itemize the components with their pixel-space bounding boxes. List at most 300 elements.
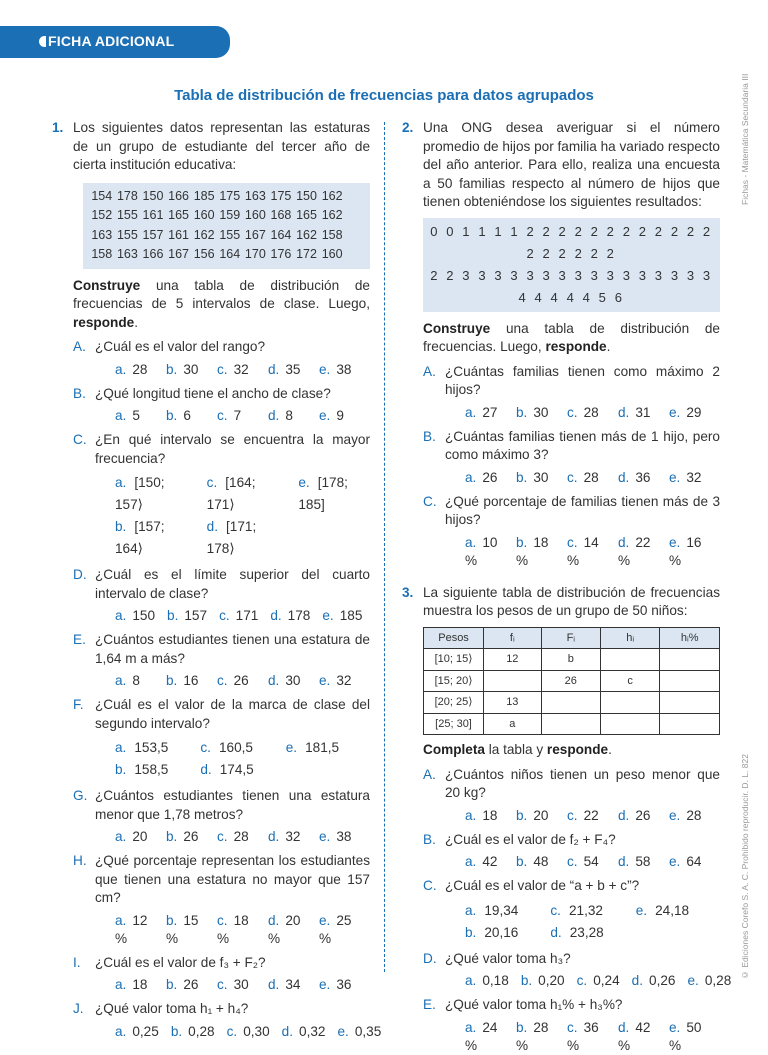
section-banner: [0, 26, 230, 58]
side-caption-bottom: © Ediciones Corefo S. A. C. Prohibido reproducir. D. L. 822: [740, 754, 750, 980]
answer-options: [115, 407, 370, 425]
option-letter: e.: [319, 673, 331, 688]
side-caption-top: Fichas - Matemática Secundaria III: [740, 73, 750, 205]
option-letter: c.: [567, 854, 578, 869]
option-value: 32: [285, 829, 301, 844]
answer-option[interactable]: [669, 404, 708, 422]
option-value: 30: [533, 469, 549, 485]
answer-option[interactable]: [516, 534, 555, 570]
option-letter: b.: [170, 1023, 183, 1039]
column-header: fᵢ: [484, 627, 542, 649]
option-value: 29: [686, 404, 702, 420]
answer-options: [115, 828, 370, 846]
answer-option[interactable]: [166, 976, 205, 994]
answer-option[interactable]: [268, 912, 307, 948]
answer-options: [115, 672, 370, 690]
option-letter: d.: [618, 469, 630, 485]
option-value: 18 %: [516, 534, 549, 568]
option-value: 64: [686, 854, 702, 869]
option-letter: c.: [200, 740, 211, 755]
option-letter: c.: [550, 902, 561, 918]
table-cell: [660, 692, 720, 714]
option-letter: e.: [319, 361, 331, 377]
option-value: 0,20: [538, 973, 565, 988]
data-cell: 178: [116, 188, 138, 203]
data-cell: 155: [116, 208, 138, 222]
column-header: hᵢ%: [660, 627, 720, 649]
option-letter: b.: [516, 534, 528, 550]
option-value: 0,24: [593, 973, 620, 988]
answer-option[interactable]: [618, 469, 657, 487]
answer-option[interactable]: [465, 900, 518, 922]
answer-option[interactable]: [618, 404, 657, 422]
answer-option[interactable]: [516, 404, 555, 422]
option-letter: a.: [115, 475, 127, 490]
option-letter: d.: [268, 829, 280, 844]
option-value: 24,18: [655, 902, 690, 918]
option-letter: b.: [166, 673, 178, 688]
answer-option[interactable]: [669, 853, 708, 871]
question: [423, 831, 720, 872]
option-value: 7: [233, 408, 242, 423]
table-cell: 26: [541, 670, 600, 692]
answer-option[interactable]: [200, 759, 253, 781]
answer-option[interactable]: [669, 807, 708, 825]
option-value: [171; 178⟩: [206, 519, 257, 556]
question: [73, 852, 370, 948]
option-letter: a.: [115, 977, 127, 992]
answer-option[interactable]: [465, 807, 504, 825]
answer-options: [115, 976, 370, 994]
question: [423, 996, 720, 1055]
option-value: [157; 164⟩: [115, 519, 165, 556]
problem-number: 3.: [402, 584, 414, 600]
answer-option[interactable]: [270, 607, 310, 625]
option-value: 30: [233, 977, 249, 992]
option-letter: d.: [281, 1023, 294, 1039]
data-cell: 159: [219, 208, 241, 222]
option-letter: c.: [217, 912, 228, 928]
data-cell: 185: [193, 188, 215, 203]
data-row: [89, 206, 364, 226]
question-text: ¿Qué longitud tiene el ancho de clase?: [95, 385, 331, 401]
option-value: 26: [183, 977, 199, 992]
option-letter: e.: [669, 854, 681, 869]
option-value: 30: [533, 404, 549, 420]
table-cell: [660, 670, 720, 692]
answer-option[interactable]: [636, 900, 689, 922]
option-value: 22 %: [618, 534, 651, 568]
question-letter: F.: [73, 697, 84, 712]
question-text: ¿Qué valor toma h₁ + h₄?: [95, 1001, 249, 1016]
column-header: Fᵢ: [541, 627, 600, 649]
option-letter: e.: [669, 1019, 681, 1035]
option-letter: d.: [618, 404, 630, 420]
answer-option[interactable]: [219, 607, 258, 625]
answer-option[interactable]: [322, 607, 362, 625]
question: [73, 1000, 382, 1041]
option-value: 16: [183, 673, 199, 688]
data-cell: 150: [142, 188, 164, 203]
answer-options: [115, 472, 370, 560]
problem-instruction: Construye una tabla de distribución de frecuencias de 5 intervalos de clase. Luego, responde.: [73, 277, 370, 330]
option-letter: e.: [669, 807, 681, 823]
answer-option[interactable]: [268, 361, 307, 379]
option-letter: b.: [115, 762, 127, 777]
option-value: 32: [336, 673, 352, 688]
answer-option[interactable]: [521, 972, 565, 990]
answer-option[interactable]: [618, 853, 657, 871]
option-value: 181,5: [305, 740, 340, 755]
answer-option[interactable]: [207, 516, 267, 560]
option-letter: b.: [516, 1019, 528, 1035]
question-letter: C.: [423, 878, 437, 893]
option-letter: a.: [115, 408, 127, 423]
answer-option[interactable]: [687, 972, 731, 990]
answer-option[interactable]: [115, 361, 154, 379]
answer-option[interactable]: [577, 972, 620, 990]
option-value: 28: [132, 361, 148, 377]
option-letter: b.: [166, 361, 178, 377]
option-value: 9: [336, 408, 344, 423]
answer-option[interactable]: [115, 1023, 159, 1041]
question: [73, 338, 370, 379]
option-letter: b.: [166, 408, 178, 423]
option-value: 20 %: [268, 912, 301, 946]
option-letter: d.: [270, 608, 282, 623]
answer-option[interactable]: [465, 404, 504, 422]
option-value: 150: [132, 608, 156, 623]
question-text: ¿Qué porcentaje representan los estudiantes que tienen una estatura no mayor que 157 cm?: [95, 853, 370, 905]
answer-option[interactable]: [167, 607, 207, 625]
option-value: 5: [132, 408, 140, 423]
answer-option[interactable]: [567, 807, 606, 825]
question-text: ¿Qué valor toma h₃?: [445, 950, 571, 966]
table-row: [424, 670, 720, 692]
option-letter: c.: [219, 608, 230, 623]
question-letter: D.: [73, 567, 87, 582]
question: [423, 363, 720, 422]
option-letter: b.: [516, 854, 528, 869]
answer-option[interactable]: [465, 853, 504, 871]
answer-option[interactable]: [217, 672, 256, 690]
answer-option[interactable]: [618, 534, 657, 570]
option-letter: d.: [268, 977, 280, 992]
data-cell: 164: [270, 227, 292, 242]
data-cell: 166: [142, 247, 164, 261]
option-value: 32: [233, 361, 249, 377]
question-letter: C.: [73, 432, 87, 447]
answer-option[interactable]: [268, 672, 307, 690]
option-letter: d.: [268, 673, 280, 688]
answer-option[interactable]: [550, 922, 603, 944]
option-letter: a.: [115, 1023, 127, 1039]
question: [423, 877, 720, 944]
problem-2: [400, 119, 720, 570]
option-letter: a.: [465, 854, 477, 869]
answer-option[interactable]: [115, 516, 175, 560]
answer-options: [465, 900, 720, 944]
answer-option[interactable]: [217, 976, 256, 994]
answer-option[interactable]: [516, 853, 555, 871]
answer-option[interactable]: [669, 534, 708, 570]
answer-option[interactable]: [319, 976, 358, 994]
answer-option[interactable]: [465, 972, 509, 990]
option-letter: a.: [465, 973, 477, 988]
answer-option[interactable]: [298, 472, 358, 516]
data-cell: 155: [116, 227, 138, 242]
answer-option[interactable]: [669, 469, 708, 487]
answer-option[interactable]: [465, 534, 504, 570]
option-letter: a.: [115, 912, 127, 928]
data-cell: 162: [321, 208, 343, 222]
question-text: ¿Cuál es el valor de “a + b + c”?: [445, 878, 640, 893]
option-letter: c.: [567, 1019, 578, 1035]
option-letter: e.: [687, 973, 699, 988]
answer-options: [465, 404, 720, 422]
answer-option[interactable]: [207, 472, 267, 516]
data-cell: 175: [270, 188, 292, 203]
table-cell: [601, 713, 660, 735]
answer-option[interactable]: [115, 607, 155, 625]
question: [73, 954, 370, 995]
answer-options: [465, 469, 720, 487]
answer-option[interactable]: [115, 759, 168, 781]
option-letter: b.: [516, 404, 528, 420]
option-letter: d.: [618, 534, 630, 550]
left-column: [50, 119, 382, 1041]
answer-option[interactable]: [286, 737, 339, 759]
question-letter: B.: [73, 385, 86, 401]
answer-option[interactable]: [465, 469, 504, 487]
answer-option[interactable]: [200, 737, 253, 759]
data-cell: 158: [91, 247, 113, 261]
answer-option[interactable]: [268, 828, 307, 846]
answer-option[interactable]: [319, 828, 358, 846]
option-letter: b.: [166, 829, 178, 844]
answer-option[interactable]: [115, 472, 175, 516]
option-value: 28: [686, 807, 702, 823]
question-letter: A.: [423, 363, 436, 379]
question-letter: D.: [423, 950, 437, 966]
problem-statement: Una ONG desea averiguar si el número promedio de hijos por familia ha variado respecto del año anterior. Para ello, realiza una encuesta a 50 familias respecto al número de hijos que tienen obteniéndose los siguientes resultados:: [423, 120, 720, 209]
option-value: 28 %: [516, 1019, 549, 1053]
option-value: 31: [635, 404, 651, 420]
table-cell: [601, 649, 660, 671]
option-letter: c.: [217, 408, 228, 423]
data-cell: 163: [91, 227, 113, 242]
answer-option[interactable]: [465, 922, 518, 944]
data-cell: 163: [244, 188, 266, 203]
option-value: 26: [482, 469, 498, 485]
table-cell: [484, 670, 542, 692]
data-cell: 154: [91, 188, 113, 203]
answer-option[interactable]: [337, 1023, 381, 1041]
option-letter: e.: [669, 404, 681, 420]
data-cell: 176: [270, 247, 292, 261]
option-value: 0,18: [482, 973, 509, 988]
option-letter: a.: [465, 902, 477, 918]
option-value: 20: [132, 829, 148, 844]
answer-option[interactable]: [115, 737, 168, 759]
answer-option[interactable]: [550, 900, 603, 922]
option-letter: e.: [285, 740, 298, 755]
answer-option[interactable]: [217, 361, 256, 379]
answer-option[interactable]: [268, 976, 307, 994]
data-cell: 152: [91, 208, 113, 222]
question-text: ¿Cuántas familias tienen más de 1 hijo, pero como máximo 3?: [445, 428, 720, 462]
answer-option[interactable]: [227, 1023, 270, 1041]
answer-option[interactable]: [319, 407, 358, 425]
option-value: 0,26: [649, 973, 676, 988]
answer-option[interactable]: [166, 407, 205, 425]
option-value: 28: [583, 404, 599, 420]
option-value: 174,5: [219, 762, 254, 777]
answer-option[interactable]: [115, 672, 154, 690]
data-cell: 155: [219, 227, 241, 242]
answer-option[interactable]: [166, 828, 205, 846]
question-text: ¿Cuál es el valor de la marca de clase del segundo intervalo?: [95, 697, 370, 731]
answer-option[interactable]: [171, 1023, 215, 1041]
question-text: ¿Cuál es el valor del rango?: [95, 339, 266, 354]
option-value: 0,28: [704, 973, 732, 988]
option-value: 6: [183, 408, 191, 423]
answer-option[interactable]: [217, 912, 256, 948]
table-cell: [601, 692, 660, 714]
question-letter: E.: [73, 632, 86, 647]
question-letter: J.: [73, 1001, 84, 1016]
option-value: 36 %: [567, 1019, 599, 1053]
children-data-block: [423, 218, 720, 312]
option-letter: b.: [166, 912, 178, 928]
answer-option[interactable]: [567, 853, 606, 871]
data-cell: 172: [296, 247, 317, 261]
option-value: 27: [482, 404, 498, 420]
column-header: Pesos: [424, 627, 484, 649]
option-letter: a.: [465, 404, 477, 420]
option-letter: c.: [576, 973, 588, 988]
data-cell: 162: [296, 227, 317, 242]
option-value: 0,30: [243, 1023, 270, 1039]
option-value: 35: [285, 361, 301, 377]
option-letter: a.: [115, 829, 127, 844]
option-letter: d.: [631, 973, 644, 988]
answer-option[interactable]: [319, 912, 358, 948]
table-cell: 13: [484, 692, 542, 714]
answer-option[interactable]: [567, 404, 606, 422]
answer-option[interactable]: [166, 672, 205, 690]
answer-option[interactable]: [632, 972, 676, 990]
answer-option[interactable]: [166, 361, 205, 379]
answer-option[interactable]: [567, 534, 606, 570]
option-letter: a.: [465, 469, 477, 485]
answer-option[interactable]: [115, 407, 154, 425]
banner-bullet-icon: [39, 36, 46, 47]
table-row: [424, 713, 720, 735]
answer-option[interactable]: [282, 1023, 326, 1041]
option-value: 42: [482, 854, 498, 869]
option-value: 10 %: [465, 534, 498, 568]
option-value: 0,32: [299, 1023, 326, 1039]
table-cell: [541, 713, 600, 735]
answer-option[interactable]: [217, 828, 256, 846]
question: [423, 493, 720, 570]
question-text: ¿Cuántas familias tienen como máximo 2 hijos?: [445, 363, 720, 397]
answer-option[interactable]: [217, 407, 256, 425]
question-letter: G.: [73, 788, 88, 803]
answer-options: [115, 912, 370, 948]
data-line: 0 0 1 1 1 1 2 2 2 2 2 2 2 2 2 2 2 2 2 2 2 2 2 2: [430, 223, 713, 261]
option-letter: e.: [319, 829, 331, 844]
option-value: 185: [339, 608, 363, 623]
answer-option[interactable]: [115, 828, 154, 846]
data-cell: 164: [219, 247, 241, 261]
heights-data-table: [83, 183, 370, 269]
option-letter: d.: [268, 361, 280, 377]
answer-option[interactable]: [115, 912, 154, 948]
option-letter: d.: [618, 807, 630, 823]
data-cell: 158: [321, 227, 343, 242]
answer-option[interactable]: [319, 361, 358, 379]
option-value: 0,28: [188, 1023, 215, 1039]
option-letter: a.: [115, 740, 127, 755]
answer-option[interactable]: [567, 469, 606, 487]
question-text: ¿Cuántos estudiantes tienen una estatura de 1,64 m a más?: [95, 632, 370, 666]
data-cell: 166: [168, 188, 189, 203]
answer-option[interactable]: [319, 672, 358, 690]
column-divider: [384, 122, 385, 972]
option-value: 19,34: [484, 902, 519, 918]
answer-options: [465, 534, 720, 570]
option-letter: b.: [516, 807, 528, 823]
option-value: 0,25: [132, 1023, 159, 1039]
option-value: 42 %: [618, 1019, 651, 1053]
table-row: [424, 649, 720, 671]
data-cell: 160: [321, 247, 343, 261]
option-letter: a.: [465, 1019, 477, 1035]
option-value: 28: [233, 829, 249, 844]
option-letter: b.: [465, 924, 477, 940]
banner-label: FICHA ADICIONAL: [48, 33, 175, 49]
table-header-row: [424, 627, 720, 649]
question: [73, 631, 370, 690]
problem-number: 2.: [402, 120, 414, 135]
table-cell: a: [484, 713, 542, 735]
data-cell: 165: [168, 208, 189, 222]
option-letter: b.: [167, 608, 179, 623]
option-letter: e.: [322, 608, 334, 623]
option-value: 178: [287, 608, 311, 623]
answer-option[interactable]: [115, 976, 154, 994]
answer-option[interactable]: [618, 807, 657, 825]
data-cell: 161: [142, 208, 164, 222]
answer-option[interactable]: [268, 407, 307, 425]
option-letter: c.: [217, 361, 228, 377]
answer-option[interactable]: [516, 469, 555, 487]
table-cell: [541, 692, 600, 714]
answer-option[interactable]: [516, 807, 555, 825]
data-cell: 167: [168, 247, 189, 261]
option-letter: d.: [268, 408, 280, 423]
option-value: 54: [583, 854, 599, 869]
option-letter: d.: [550, 924, 562, 940]
option-value: 24 %: [465, 1019, 498, 1053]
problem-3: [400, 584, 732, 1055]
option-value: 26: [183, 829, 199, 844]
answer-option[interactable]: [166, 912, 205, 948]
option-value: 18: [132, 977, 148, 992]
data-cell: 170: [244, 247, 266, 261]
